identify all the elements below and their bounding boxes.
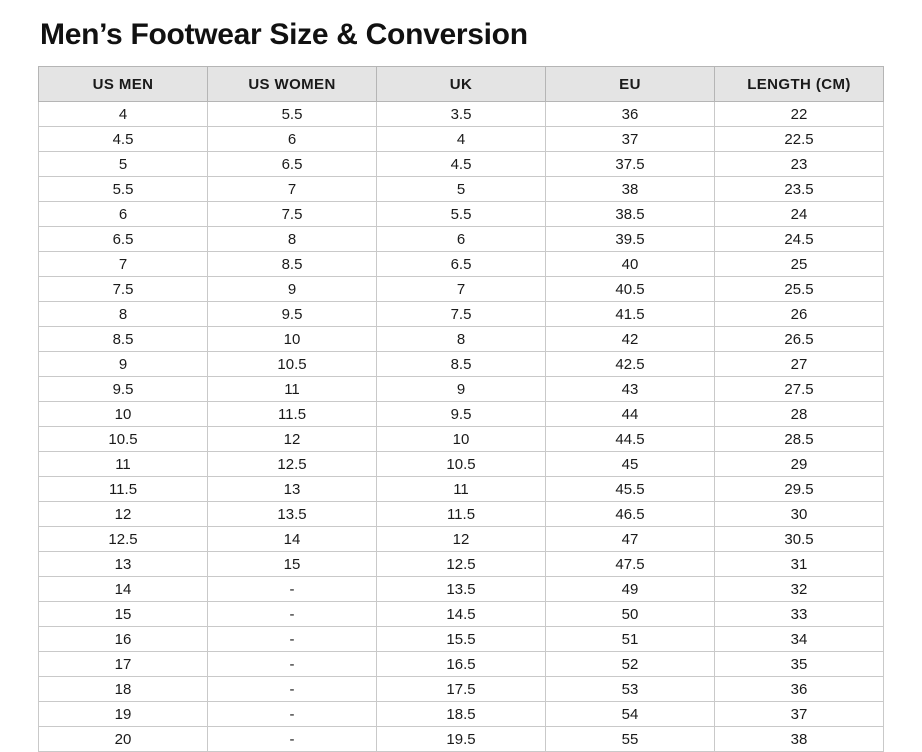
table-cell: - — [208, 602, 377, 627]
table-row — [39, 677, 884, 702]
table-cell: 4 — [39, 102, 208, 127]
table-cell: 9.5 — [208, 302, 377, 327]
table-cell: 15 — [208, 552, 377, 577]
table-cell: 16 — [39, 627, 208, 652]
table-row — [39, 302, 884, 327]
table-cell: 29.5 — [715, 477, 884, 502]
table-cell: 8 — [377, 327, 546, 352]
table-cell: 7 — [39, 252, 208, 277]
table-cell: 4.5 — [377, 152, 546, 177]
table-cell: 12 — [208, 427, 377, 452]
table-body — [39, 102, 884, 752]
table-cell: 42.5 — [546, 352, 715, 377]
table-cell: 40.5 — [546, 277, 715, 302]
table-cell: 37 — [546, 127, 715, 152]
table-row — [39, 452, 884, 477]
table-cell: 6 — [377, 227, 546, 252]
table-cell: 10 — [208, 327, 377, 352]
table-cell: 31 — [715, 552, 884, 577]
table-cell: 5.5 — [208, 102, 377, 127]
table-cell: 39.5 — [546, 227, 715, 252]
table-cell: 47.5 — [546, 552, 715, 577]
table-row — [39, 277, 884, 302]
table-cell: 9.5 — [377, 402, 546, 427]
table-row — [39, 402, 884, 427]
table-cell: 22.5 — [715, 127, 884, 152]
table-cell: 19 — [39, 702, 208, 727]
table-cell: 5.5 — [377, 202, 546, 227]
table-cell: - — [208, 677, 377, 702]
table-cell: 12.5 — [377, 552, 546, 577]
table-cell: 10.5 — [39, 427, 208, 452]
table-cell: 10 — [39, 402, 208, 427]
table-cell: 13 — [39, 552, 208, 577]
table-cell: 3.5 — [377, 102, 546, 127]
table-cell: 10.5 — [377, 452, 546, 477]
table-cell: 14.5 — [377, 602, 546, 627]
table-cell: 37.5 — [546, 152, 715, 177]
table-cell: - — [208, 652, 377, 677]
table-cell: 54 — [546, 702, 715, 727]
table-cell: 10 — [377, 427, 546, 452]
table-cell: 30 — [715, 502, 884, 527]
table-row — [39, 252, 884, 277]
table-cell: 13 — [208, 477, 377, 502]
table-row — [39, 502, 884, 527]
table-cell: 17 — [39, 652, 208, 677]
table-cell: 25.5 — [715, 277, 884, 302]
table-cell: 10.5 — [208, 352, 377, 377]
table-cell: 12.5 — [208, 452, 377, 477]
table-cell: 33 — [715, 602, 884, 627]
table-cell: 8 — [39, 302, 208, 327]
table-cell: 5 — [39, 152, 208, 177]
table-cell: 5.5 — [39, 177, 208, 202]
table-row — [39, 127, 884, 152]
table-cell: 29 — [715, 452, 884, 477]
table-cell: 4 — [377, 127, 546, 152]
table-header — [39, 67, 884, 102]
table-cell: 22 — [715, 102, 884, 127]
table-cell: 11 — [208, 377, 377, 402]
table-cell: 7.5 — [377, 302, 546, 327]
table-row — [39, 652, 884, 677]
table-cell: 7 — [208, 177, 377, 202]
table-cell: 28.5 — [715, 427, 884, 452]
table-cell: 32 — [715, 577, 884, 602]
table-cell: 30.5 — [715, 527, 884, 552]
table-row — [39, 152, 884, 177]
table-cell: 23.5 — [715, 177, 884, 202]
table-row — [39, 227, 884, 252]
table-cell: 24 — [715, 202, 884, 227]
table-cell: 6 — [39, 202, 208, 227]
table-cell: 9 — [377, 377, 546, 402]
table-row — [39, 552, 884, 577]
table-cell: 11.5 — [39, 477, 208, 502]
table-cell: 27 — [715, 352, 884, 377]
table-cell: 38.5 — [546, 202, 715, 227]
table-cell: 55 — [546, 727, 715, 752]
table-cell: 6.5 — [208, 152, 377, 177]
table-cell: 13.5 — [377, 577, 546, 602]
page-title: Men’s Footwear Size & Conversion — [40, 18, 528, 51]
table-header-row — [39, 67, 884, 102]
table-cell: 5 — [377, 177, 546, 202]
table-cell: 52 — [546, 652, 715, 677]
table-cell: 24.5 — [715, 227, 884, 252]
table-row — [39, 627, 884, 652]
table-cell: 42 — [546, 327, 715, 352]
table-cell: 7.5 — [39, 277, 208, 302]
table-row — [39, 177, 884, 202]
table-cell: 51 — [546, 627, 715, 652]
table-cell: 13.5 — [208, 502, 377, 527]
table-cell: 20 — [39, 727, 208, 752]
table-cell: 9 — [208, 277, 377, 302]
table-cell: 36 — [715, 677, 884, 702]
table-cell: 44.5 — [546, 427, 715, 452]
table-cell: 45.5 — [546, 477, 715, 502]
table-cell: 43 — [546, 377, 715, 402]
table-cell: 18.5 — [377, 702, 546, 727]
table-row — [39, 102, 884, 127]
table-row — [39, 527, 884, 552]
table-cell: 47 — [546, 527, 715, 552]
table-cell: 23 — [715, 152, 884, 177]
table-cell: 14 — [39, 577, 208, 602]
table-cell: 11.5 — [377, 502, 546, 527]
table-row — [39, 577, 884, 602]
table-cell: 12 — [39, 502, 208, 527]
table-cell: 26 — [715, 302, 884, 327]
table-cell: 17.5 — [377, 677, 546, 702]
table-cell: 38 — [546, 177, 715, 202]
table-cell: 16.5 — [377, 652, 546, 677]
table-cell: 8 — [208, 227, 377, 252]
table-cell: - — [208, 702, 377, 727]
table-cell: 8.5 — [377, 352, 546, 377]
table-cell: 7.5 — [208, 202, 377, 227]
table-cell: 6 — [208, 127, 377, 152]
table-cell: 34 — [715, 627, 884, 652]
column-header-uk: UK — [377, 67, 546, 102]
table-cell: 8.5 — [39, 327, 208, 352]
table-cell: 44 — [546, 402, 715, 427]
table-cell: 12.5 — [39, 527, 208, 552]
table-cell: 36 — [546, 102, 715, 127]
table-cell: - — [208, 577, 377, 602]
table-cell: 25 — [715, 252, 884, 277]
table-cell: - — [208, 727, 377, 752]
table-cell: 11 — [39, 452, 208, 477]
table-cell: 37 — [715, 702, 884, 727]
table-cell: 35 — [715, 652, 884, 677]
table-cell: 4.5 — [39, 127, 208, 152]
column-header-us-men: US MEN — [39, 67, 208, 102]
table-cell: 11.5 — [208, 402, 377, 427]
column-header-length-cm: LENGTH (CM) — [715, 67, 884, 102]
table-cell: 12 — [377, 527, 546, 552]
table-row — [39, 202, 884, 227]
table-cell: 18 — [39, 677, 208, 702]
table-cell: 15 — [39, 602, 208, 627]
table-cell: 46.5 — [546, 502, 715, 527]
table-cell: 27.5 — [715, 377, 884, 402]
table-cell: 26.5 — [715, 327, 884, 352]
table-cell: 50 — [546, 602, 715, 627]
table-cell: 53 — [546, 677, 715, 702]
table-cell: 41.5 — [546, 302, 715, 327]
size-conversion-table — [38, 66, 884, 752]
column-header-us-women: US WOMEN — [208, 67, 377, 102]
table-cell: 7 — [377, 277, 546, 302]
table-cell: 49 — [546, 577, 715, 602]
table-row — [39, 602, 884, 627]
table-cell: 6.5 — [377, 252, 546, 277]
table-row — [39, 427, 884, 452]
table-cell: 9.5 — [39, 377, 208, 402]
column-header-eu: EU — [546, 67, 715, 102]
table-cell: 45 — [546, 452, 715, 477]
table-cell: 19.5 — [377, 727, 546, 752]
table-cell: 38 — [715, 727, 884, 752]
table-cell: 8.5 — [208, 252, 377, 277]
table-cell: 28 — [715, 402, 884, 427]
table-row — [39, 327, 884, 352]
table-row — [39, 702, 884, 727]
table-row — [39, 377, 884, 402]
table-cell: 11 — [377, 477, 546, 502]
table-cell: 14 — [208, 527, 377, 552]
table-row — [39, 352, 884, 377]
table-cell: 15.5 — [377, 627, 546, 652]
table-cell: 40 — [546, 252, 715, 277]
table-cell: 6.5 — [39, 227, 208, 252]
table-cell: - — [208, 627, 377, 652]
table-cell: 9 — [39, 352, 208, 377]
table-row — [39, 477, 884, 502]
